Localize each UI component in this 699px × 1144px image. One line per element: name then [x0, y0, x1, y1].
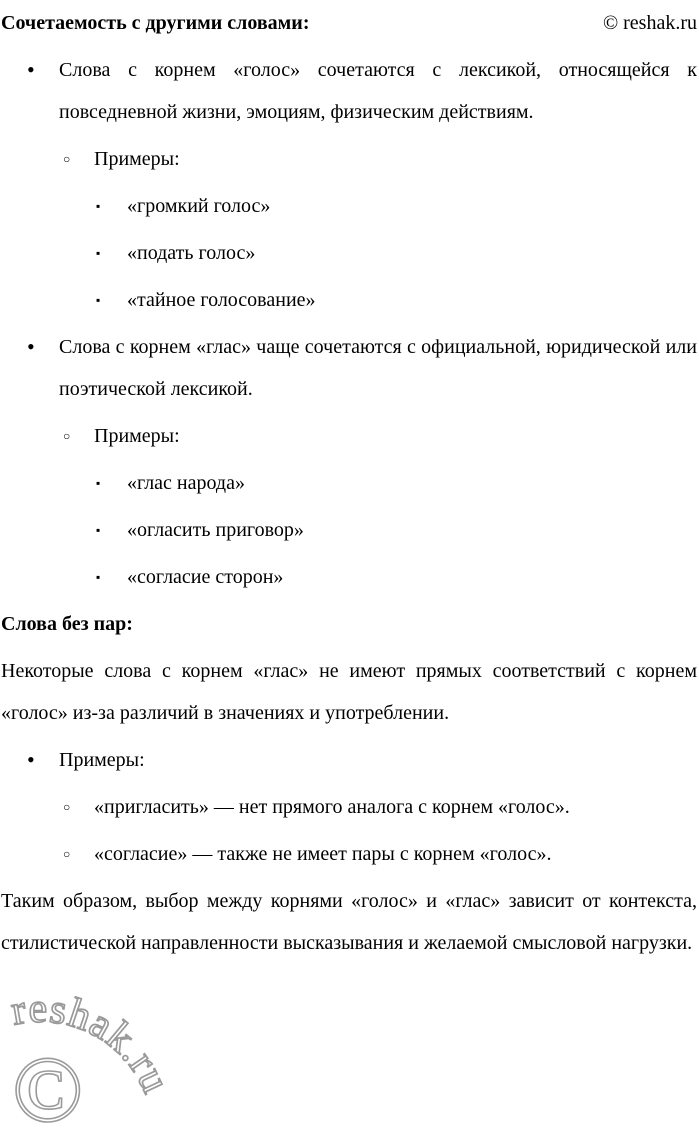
list-item [1, 739, 697, 781]
bullet-disc-icon: • [27, 747, 35, 772]
list-item [1, 185, 697, 227]
bullet-disc-icon: • [27, 57, 35, 82]
bullet-square-icon: ▪ [96, 476, 101, 490]
watermark-text: reshak.ru [7, 985, 179, 1101]
bullet-circle-icon: ○ [63, 152, 71, 166]
examples-label: Примеры: [94, 148, 180, 170]
list-item [1, 786, 697, 828]
list-item [1, 138, 697, 180]
copyright-label: © reshak.ru [602, 12, 697, 34]
bullet-square-icon: ▪ [96, 199, 101, 213]
bullet-circle-icon: ○ [63, 847, 71, 861]
bullet-square-icon: ▪ [96, 523, 101, 537]
list-item [1, 462, 697, 504]
bullet-square-icon: ▪ [96, 246, 101, 260]
example-text: «согласие» — также не имеет пары с корнем «голос». [94, 843, 552, 865]
copyright-icon: © [12, 1038, 84, 1142]
bullet-disc-icon: • [27, 334, 35, 359]
list-item [1, 49, 697, 133]
example-text: «тайное голосование» [127, 289, 316, 311]
list-item [1, 232, 697, 274]
bullet-circle-icon: ○ [63, 800, 71, 814]
list-item [1, 279, 697, 321]
page-title: Сочетаемость с другими словами: [1, 12, 310, 34]
list-item-text: Слова с корнем «голос» сочетаются с лексикой, относящейся к повседневной жизни, эмоциям, физическим действиям. [59, 59, 697, 123]
list-item [1, 833, 697, 875]
example-text: «огласить приговор» [127, 519, 304, 541]
example-text: «глас народа» [127, 472, 245, 494]
list-item [1, 556, 697, 598]
list-item [1, 326, 697, 410]
watermark [0, 969, 200, 1144]
subsection-heading: Слова без пар: [1, 613, 133, 635]
examples-label: Примеры: [94, 425, 180, 447]
page-header [1, 2, 697, 44]
example-text: «пригласить» — нет прямого аналога с корнем «голос». [94, 796, 570, 818]
bullet-square-icon: ▪ [96, 570, 101, 584]
examples-label: Примеры: [59, 749, 145, 771]
bullet-circle-icon: ○ [63, 429, 71, 443]
conclusion-paragraph: Таким образом, выбор между корнями «голос» и «глас» зависит от контекста, стилистической направленности высказывания и желаемой смысловой нагрузки. [1, 890, 697, 954]
example-text: «согласие сторон» [127, 566, 284, 588]
list-item [1, 415, 697, 457]
example-text: «подать голос» [127, 242, 256, 264]
paragraph: Некоторые слова с корнем «глас» не имеют прямых соответствий с корнем «голос» из-за различий в значениях и употреблении. [1, 660, 697, 724]
list-item [1, 509, 697, 551]
example-text: «громкий голос» [127, 195, 271, 217]
bullet-square-icon: ▪ [96, 293, 101, 307]
list-item-text: Слова с корнем «глас» чаще сочетаются с официальной, юридической или поэтической лексикой. [59, 336, 697, 400]
